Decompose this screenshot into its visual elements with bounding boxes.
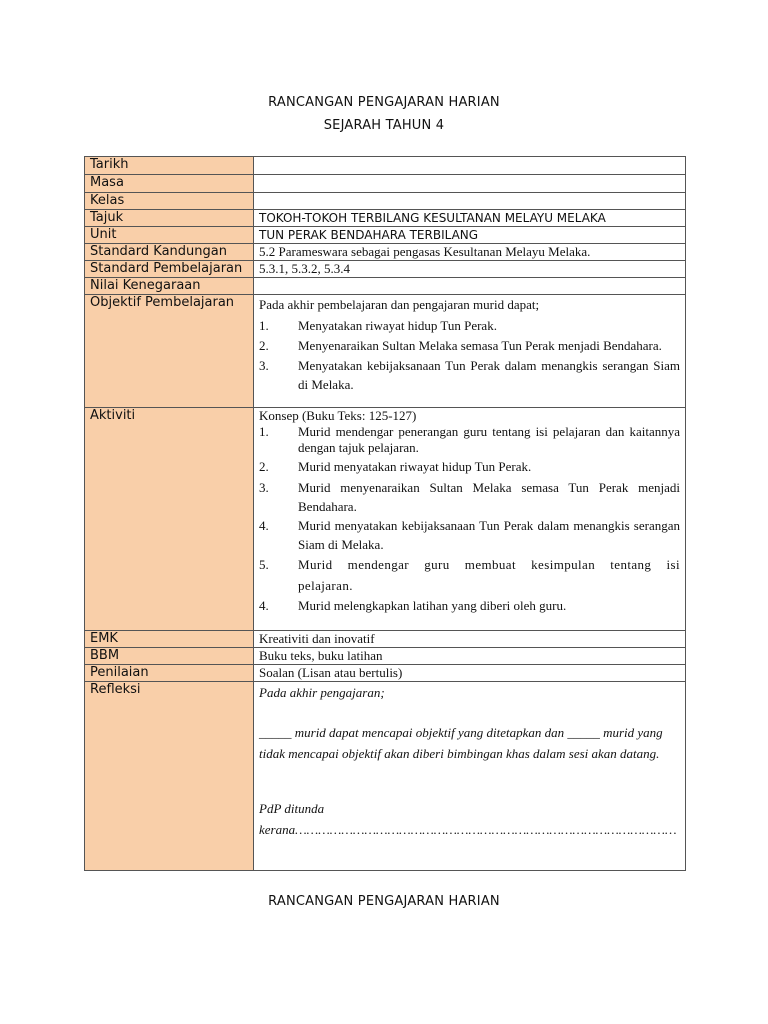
page-title: RANCANGAN PENGAJARAN HARIAN [268, 95, 500, 110]
value-tajuk: TOKOH-TOKOH TERBILANG KESULTANAN MELAYU MELAKA [254, 210, 686, 227]
objektif-item [259, 336, 680, 355]
refleksi-pdp-ditunda: PdP ditunda [259, 801, 325, 816]
value-standard-kandungan: 5.2 Parameswara sebagai pengasas Kesultanan Melayu Melaka. [254, 244, 686, 261]
value-objektif [254, 295, 686, 408]
item-number: 5. [259, 557, 269, 572]
refleksi-intro: Pada akhir pengajaran; [259, 685, 385, 700]
value-kelas [254, 193, 686, 210]
label-kelas: Kelas [85, 193, 254, 210]
objektif-list [259, 316, 680, 394]
item-text: Murid menyenaraikan Sultan Melaka semasa Tun Perak menjadi Bendahara. [298, 480, 680, 514]
row-kelas [85, 193, 686, 210]
label-emk: EMK [85, 631, 254, 648]
row-tarikh [85, 157, 686, 175]
item-number: 2. [259, 338, 269, 353]
label-aktiviti: Aktiviti [85, 408, 254, 631]
aktiviti-item [259, 424, 680, 456]
item-text: Murid mendengar penerangan guru tentang isi pelajaran dan kaitannya dengan tajuk pelajaran. [298, 424, 680, 455]
item-text: Menyatakan kebijaksanaan Tun Perak dalam menangkis serangan Siam di Melaka. [298, 358, 680, 392]
label-nilai-kenegaraan: Nilai Kenegaraan [85, 278, 254, 295]
next-page-title: RANCANGAN PENGAJARAN HARIAN [268, 894, 500, 909]
item-number: 3. [259, 358, 269, 373]
item-text: Menyenaraikan Sultan Melaka semasa Tun Perak menjadi Bendahara. [298, 338, 662, 353]
row-refleksi [85, 682, 686, 871]
value-bbm: Buku teks, buku latihan [254, 648, 686, 665]
item-text: Murid mendengar guru membuat kesimpulan tentang isi pelajaran. [298, 557, 680, 593]
value-penilaian: Soalan (Lisan atau bertulis) [254, 665, 686, 682]
row-standard-pembelajaran [85, 261, 686, 278]
objektif-item [259, 316, 680, 335]
row-unit [85, 227, 686, 244]
row-penilaian [85, 665, 686, 682]
item-number: 4. [259, 598, 269, 613]
item-text: Murid menyatakan kebijaksanaan Tun Perak dalam menangkis serangan Siam di Melaka. [298, 518, 680, 552]
label-standard-kandungan: Standard Kandungan [85, 244, 254, 261]
row-nilai-kenegaraan [85, 278, 686, 295]
aktiviti-item [259, 478, 680, 516]
row-tajuk [85, 210, 686, 227]
row-standard-kandungan [85, 244, 686, 261]
aktiviti-item [259, 596, 680, 615]
value-unit: TUN PERAK BENDAHARA TERBILANG [254, 227, 686, 244]
item-number: 1. [259, 424, 269, 439]
row-bbm [85, 648, 686, 665]
label-penilaian: Penilaian [85, 665, 254, 682]
label-objektif: Objektif Pembelajaran [85, 295, 254, 408]
aktiviti-item [259, 459, 680, 475]
refleksi-statement: _____ murid dapat mencapai objektif yang ditetapkan dan _____ murid yang tidak mencapai objektif akan diberi bimbingan khas dalam sesi akan datang. [259, 725, 663, 761]
value-nilai-kenegaraan [254, 278, 686, 295]
row-masa [85, 175, 686, 193]
item-number: 4. [259, 518, 269, 533]
label-refleksi: Refleksi [85, 682, 254, 871]
refleksi-kerana: kerana……………………………………………………………………………………… [259, 822, 677, 837]
value-refleksi [254, 682, 686, 871]
value-emk: Kreativiti dan inovatif [254, 631, 686, 648]
aktiviti-item [259, 516, 680, 554]
value-masa [254, 175, 686, 193]
item-text: Menyatakan riwayat hidup Tun Perak. [298, 318, 497, 333]
item-number: 2. [259, 459, 269, 474]
label-masa: Masa [85, 175, 254, 193]
row-aktiviti [85, 408, 686, 631]
item-text: Murid melengkapkan latihan yang diberi oleh guru. [298, 598, 567, 613]
row-emk [85, 631, 686, 648]
label-standard-pembelajaran: Standard Pembelajaran [85, 261, 254, 278]
label-bbm: BBM [85, 648, 254, 665]
page-subtitle: SEJARAH TAHUN 4 [323, 118, 445, 133]
value-tarikh [254, 157, 686, 175]
value-standard-pembelajaran: 5.3.1, 5.3.2, 5.3.4 [254, 261, 686, 278]
label-tarikh: Tarikh [85, 157, 254, 175]
objektif-item [259, 356, 680, 394]
aktiviti-list [259, 424, 680, 615]
value-aktiviti [254, 408, 686, 631]
row-objektif [85, 295, 686, 408]
label-tajuk: Tajuk [85, 210, 254, 227]
label-unit: Unit [85, 227, 254, 244]
item-number: 3. [259, 480, 269, 495]
aktiviti-intro: Konsep (Buku Teks: 125-127) [259, 408, 417, 423]
item-text: Murid menyatakan riwayat hidup Tun Perak. [298, 459, 532, 474]
item-number: 1. [259, 318, 269, 333]
objektif-intro: Pada akhir pembelajaran dan pengajaran murid dapat; [259, 297, 540, 312]
lesson-plan-table [84, 156, 686, 871]
aktiviti-item [259, 554, 680, 596]
